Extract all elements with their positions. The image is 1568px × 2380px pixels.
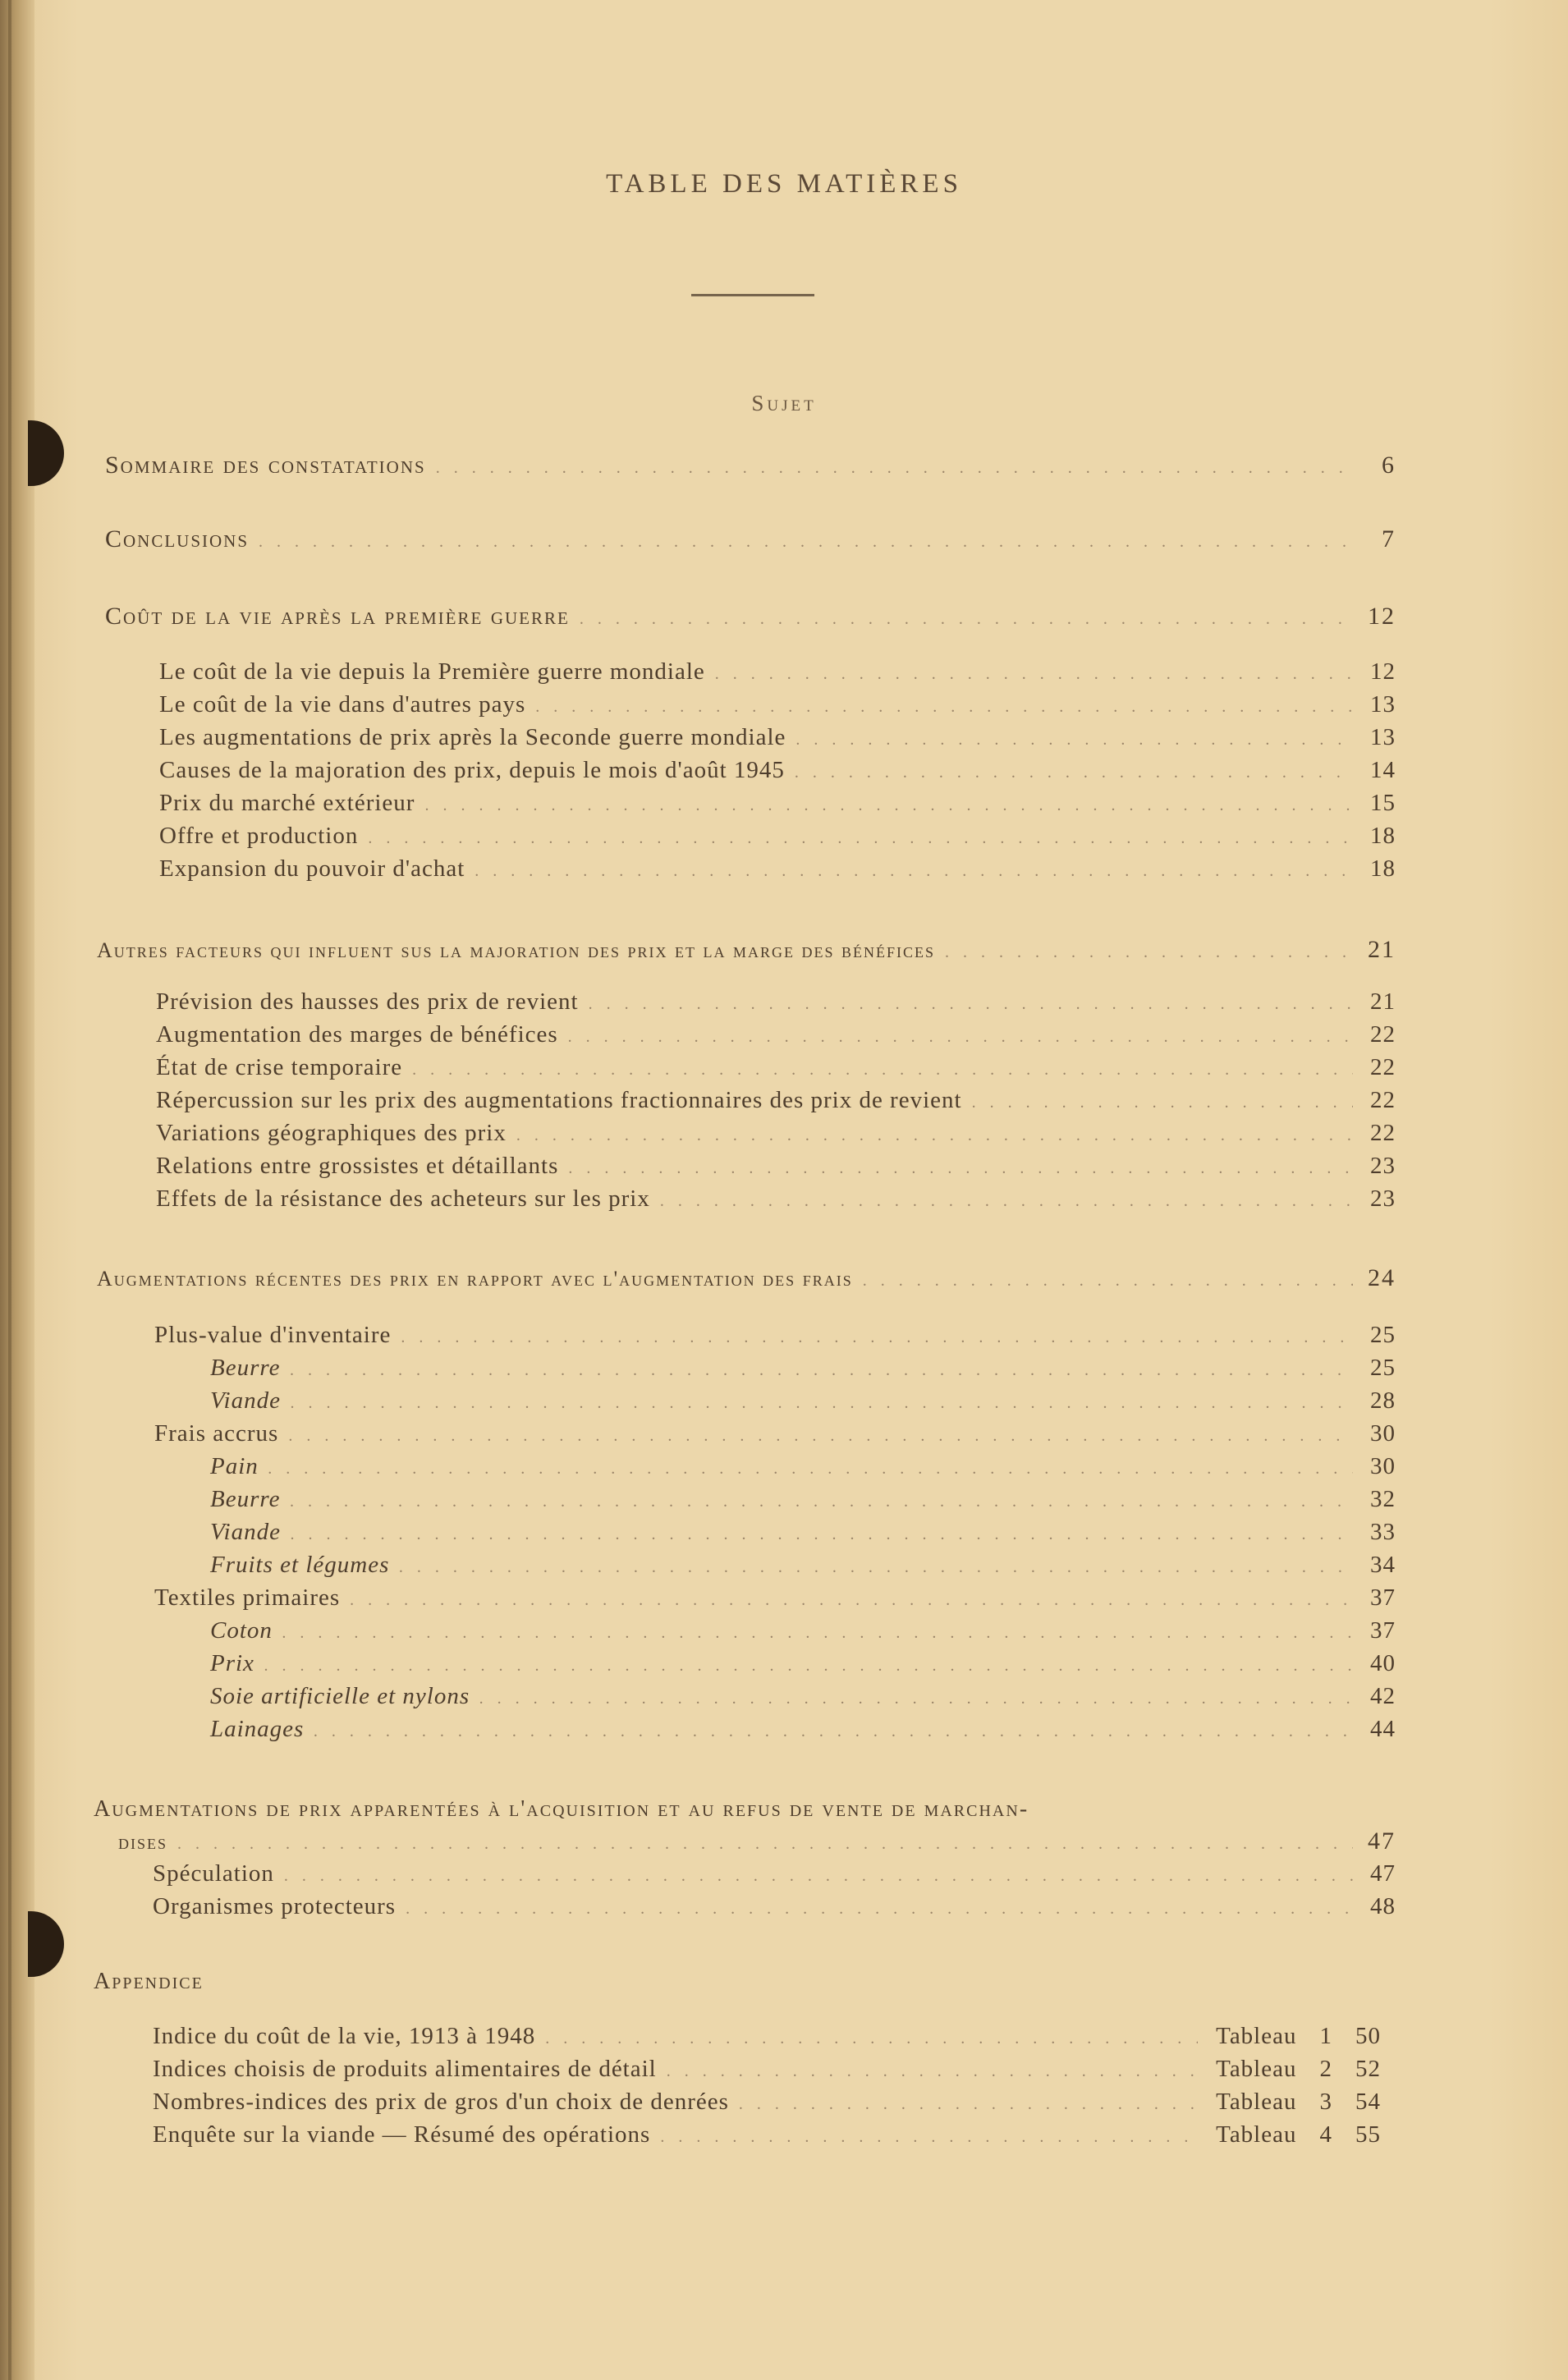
toc-subentry[interactable] <box>154 1422 1396 1446</box>
leader-dots <box>660 2129 1198 2145</box>
toc-page: 48 <box>1370 1893 1396 1919</box>
toc-subentry[interactable] <box>154 1586 1396 1610</box>
toc-label: Organismes protecteurs <box>153 1893 397 1919</box>
toc-label: Spéculation <box>153 1860 274 1887</box>
leader-dots <box>350 1592 1353 1608</box>
leader-dots <box>284 1868 1353 1884</box>
toc-entry-appendice[interactable]: Appendice <box>94 1969 204 1994</box>
toc-entry-autres[interactable] <box>97 938 1396 962</box>
toc-page: 30 <box>1370 1420 1396 1447</box>
appendix-row[interactable] <box>153 2025 1381 2048</box>
toc-label: Frais accrus <box>154 1420 279 1447</box>
toc-label: Enquête sur la viande — Résumé des opérations <box>153 2121 651 2148</box>
toc-label: Prévision des hausses des prix de revient <box>156 988 579 1015</box>
toc-label: Prix <box>210 1650 254 1676</box>
toc-label: Les augmentations de prix après la Seconde guerre mondiale <box>159 724 786 750</box>
toc-label: Répercussion sur les prix des augmentations fractionnaires des prix de revient <box>156 1087 962 1113</box>
toc-entry-sommaire[interactable] <box>105 453 1396 478</box>
toc-page: 37 <box>1370 1617 1396 1644</box>
toc-page: 33 <box>1370 1519 1396 1545</box>
toc-label: Effets de la résistance des acheteurs sur les prix <box>156 1185 650 1212</box>
leader-dots <box>290 1493 1353 1510</box>
table-word: Tableau <box>1216 2023 1297 2049</box>
leader-dots <box>715 666 1353 682</box>
toc-label: Conclusions <box>105 525 250 553</box>
toc-label: Causes de la majoration des prix, depuis le mois d'août 1945 <box>159 757 785 783</box>
toc-label: Beurre <box>210 1486 281 1512</box>
toc-page: 12 <box>1370 658 1396 685</box>
toc-page: 34 <box>1370 1552 1396 1578</box>
toc-subentry[interactable] <box>159 857 1396 881</box>
toc-subentry[interactable] <box>156 1154 1396 1178</box>
toc-page: 25 <box>1370 1322 1396 1348</box>
toc-subentry[interactable] <box>156 990 1396 1014</box>
leader-dots <box>290 1362 1353 1378</box>
toc-subentry[interactable] <box>156 1023 1396 1047</box>
toc-subentry[interactable] <box>156 1187 1396 1211</box>
toc-subsubentry[interactable] <box>210 1717 1396 1741</box>
toc-label: Indice du coût de la vie, 1913 à 1948 <box>153 2023 536 2049</box>
toc-entry-apparentees[interactable] <box>118 1829 1396 1854</box>
leader-dots <box>412 1062 1353 1078</box>
leader-dots <box>667 2063 1198 2080</box>
leader-dots <box>268 1461 1353 1477</box>
table-number: 2 <box>1319 2056 1332 2082</box>
leader-dots <box>795 764 1353 781</box>
toc-page: 18 <box>1370 855 1396 882</box>
toc-page: 22 <box>1370 1021 1396 1048</box>
toc-label: État de crise temporaire <box>156 1054 403 1080</box>
toc-page: 30 <box>1370 1453 1396 1479</box>
leader-dots <box>314 1723 1353 1740</box>
table-word: Tableau <box>1216 2121 1297 2148</box>
table-ref <box>1216 2025 1381 2048</box>
toc-page: 13 <box>1370 691 1396 718</box>
toc-label: Augmentation des marges de bénéfices <box>156 1021 558 1048</box>
toc-page: 15 <box>1370 790 1396 816</box>
toc-subsubentry[interactable] <box>210 1455 1396 1479</box>
toc-page: 21 <box>1368 936 1396 963</box>
subject-header: Sujet <box>751 391 817 415</box>
leader-dots <box>972 1094 1353 1111</box>
toc-entry-recentes[interactable] <box>97 1266 1396 1291</box>
toc-page: 42 <box>1370 1683 1396 1709</box>
leader-dots <box>401 1329 1353 1346</box>
leader-dots <box>291 1395 1353 1411</box>
toc-subentry[interactable] <box>154 1323 1396 1347</box>
toc-label: Fruits et légumes <box>210 1552 390 1578</box>
toc-page: 32 <box>1370 1486 1396 1512</box>
toc-label: Viande <box>210 1387 281 1414</box>
toc-page: 54 <box>1355 2089 1381 2115</box>
leader-dots <box>424 797 1353 814</box>
toc-entry-conclusions[interactable] <box>105 527 1396 552</box>
toc-page: 24 <box>1368 1264 1396 1291</box>
leader-dots <box>259 534 1353 550</box>
toc-page: 55 <box>1355 2121 1381 2148</box>
leader-dots <box>264 1658 1353 1674</box>
toc-label: Le coût de la vie depuis la Première guerre mondiale <box>159 658 705 685</box>
toc-subentry[interactable] <box>159 759 1396 782</box>
toc-label: Viande <box>210 1519 281 1545</box>
toc-subsubentry[interactable] <box>210 1619 1396 1643</box>
leader-dots <box>739 2096 1198 2112</box>
toc-label: Augmentations récentes des prix en rapport avec l'augmentation des frais <box>97 1267 853 1291</box>
toc-page: 28 <box>1370 1387 1396 1414</box>
toc-label: Relations entre grossistes et détaillants <box>156 1153 559 1179</box>
toc-label: Coût de la vie après la première guerre <box>105 603 570 630</box>
leader-dots <box>568 1160 1353 1176</box>
toc-page: 47 <box>1368 1827 1396 1855</box>
toc-page: 14 <box>1370 757 1396 783</box>
leader-dots <box>589 996 1353 1012</box>
appendix-row[interactable] <box>153 2057 1381 2081</box>
toc-page: 6 <box>1382 452 1396 479</box>
appendix-row[interactable] <box>153 2090 1381 2114</box>
toc-label: dises <box>118 1830 168 1854</box>
toc-page: 18 <box>1370 823 1396 849</box>
toc-subentry[interactable] <box>156 1089 1396 1112</box>
toc-label: Expansion du pouvoir d'achat <box>159 855 465 882</box>
toc-page: 22 <box>1370 1054 1396 1080</box>
leader-dots <box>795 731 1353 748</box>
toc-page: 52 <box>1355 2056 1381 2082</box>
toc-subsubentry[interactable] <box>210 1652 1396 1676</box>
toc-page: 7 <box>1382 525 1396 553</box>
toc-page: 23 <box>1370 1153 1396 1179</box>
toc-subentry[interactable] <box>159 660 1396 684</box>
toc-page: 23 <box>1370 1185 1396 1212</box>
toc-label: Prix du marché extérieur <box>159 790 415 816</box>
toc-page: 40 <box>1370 1650 1396 1676</box>
toc-subentry[interactable] <box>156 1056 1396 1080</box>
toc-subsubentry[interactable] <box>210 1389 1396 1413</box>
toc-label: Offre et production <box>159 823 359 849</box>
toc-subentry[interactable] <box>159 726 1396 750</box>
toc-page: 13 <box>1370 724 1396 750</box>
toc-entry-cout[interactable] <box>105 604 1396 629</box>
toc-label: Textiles primaires <box>154 1584 341 1611</box>
table-ref <box>1216 2123 1381 2147</box>
leader-dots <box>516 1127 1353 1144</box>
toc-label: Lainages <box>210 1716 305 1742</box>
toc-page: 22 <box>1370 1087 1396 1113</box>
toc-page: 44 <box>1370 1716 1396 1742</box>
toc-label: Beurre <box>210 1355 281 1381</box>
toc-label: Nombres-indices des prix de gros d'un choix de denrées <box>153 2089 729 2115</box>
toc-page: 50 <box>1355 2023 1381 2049</box>
leader-dots <box>568 1029 1353 1045</box>
leader-dots <box>288 1428 1353 1444</box>
toc-label: Indices choisis de produits alimentaires de détail <box>153 2056 657 2082</box>
leader-dots <box>436 460 1353 476</box>
leader-dots <box>177 1836 1353 1852</box>
table-word: Tableau <box>1216 2056 1297 2082</box>
toc-entry-apparentees-line1[interactable]: Augmentations de prix apparentées à l'acquisition et au refus de vente de marchan- <box>94 1796 1029 1822</box>
toc-subentry[interactable] <box>153 1895 1396 1919</box>
leader-dots <box>863 1273 1353 1289</box>
toc-label: Plus-value d'inventaire <box>154 1322 392 1348</box>
leader-dots <box>660 1193 1353 1209</box>
toc-subsubentry[interactable] <box>210 1488 1396 1511</box>
toc-subsubentry[interactable] <box>210 1553 1396 1577</box>
toc-label: Variations géographiques des prix <box>156 1120 507 1146</box>
toc-subsubentry[interactable] <box>210 1685 1396 1708</box>
table-ref <box>1216 2057 1381 2081</box>
toc-subentry[interactable] <box>159 693 1396 717</box>
toc-subsubentry[interactable] <box>210 1520 1396 1544</box>
leader-dots <box>368 830 1353 846</box>
table-word: Tableau <box>1216 2089 1297 2115</box>
table-number: 3 <box>1319 2089 1332 2115</box>
toc-page: 12 <box>1368 603 1396 630</box>
toc-label: Pain <box>210 1453 259 1479</box>
page-title: TABLE DES MATIÈRES <box>606 169 962 199</box>
toc-label: Coton <box>210 1617 273 1644</box>
toc-subentry[interactable] <box>153 1862 1396 1886</box>
leader-dots <box>545 2030 1198 2047</box>
toc-label: Soie artificielle et nylons <box>210 1683 470 1709</box>
leader-dots <box>479 1690 1353 1707</box>
toc-subentry[interactable] <box>159 824 1396 848</box>
toc-page: 25 <box>1370 1355 1396 1381</box>
toc-subsubentry[interactable] <box>210 1356 1396 1380</box>
leader-dots <box>406 1901 1353 1917</box>
leader-dots <box>291 1526 1353 1543</box>
toc-subentry[interactable] <box>159 791 1396 815</box>
table-number: 1 <box>1319 2023 1332 2049</box>
appendix-row[interactable] <box>153 2123 1381 2147</box>
toc-label: Le coût de la vie dans d'autres pays <box>159 691 526 718</box>
toc-page: 22 <box>1370 1120 1396 1146</box>
toc-label: Sommaire des constatations <box>105 452 426 479</box>
leader-dots <box>580 611 1353 627</box>
toc-page: 47 <box>1370 1860 1396 1887</box>
leader-dots <box>945 944 1353 961</box>
table-ref <box>1216 2090 1381 2114</box>
table-number: 4 <box>1319 2121 1332 2148</box>
leader-dots <box>475 863 1353 879</box>
toc-subentry[interactable] <box>156 1121 1396 1145</box>
leader-dots <box>535 699 1353 715</box>
leader-dots <box>282 1625 1353 1641</box>
leader-dots <box>399 1559 1353 1575</box>
toc-page: 37 <box>1370 1584 1396 1611</box>
toc-label: Autres facteurs qui influent sus la majoration des prix et la marge des bénéfices <box>97 938 935 962</box>
toc-page: 21 <box>1370 988 1396 1015</box>
